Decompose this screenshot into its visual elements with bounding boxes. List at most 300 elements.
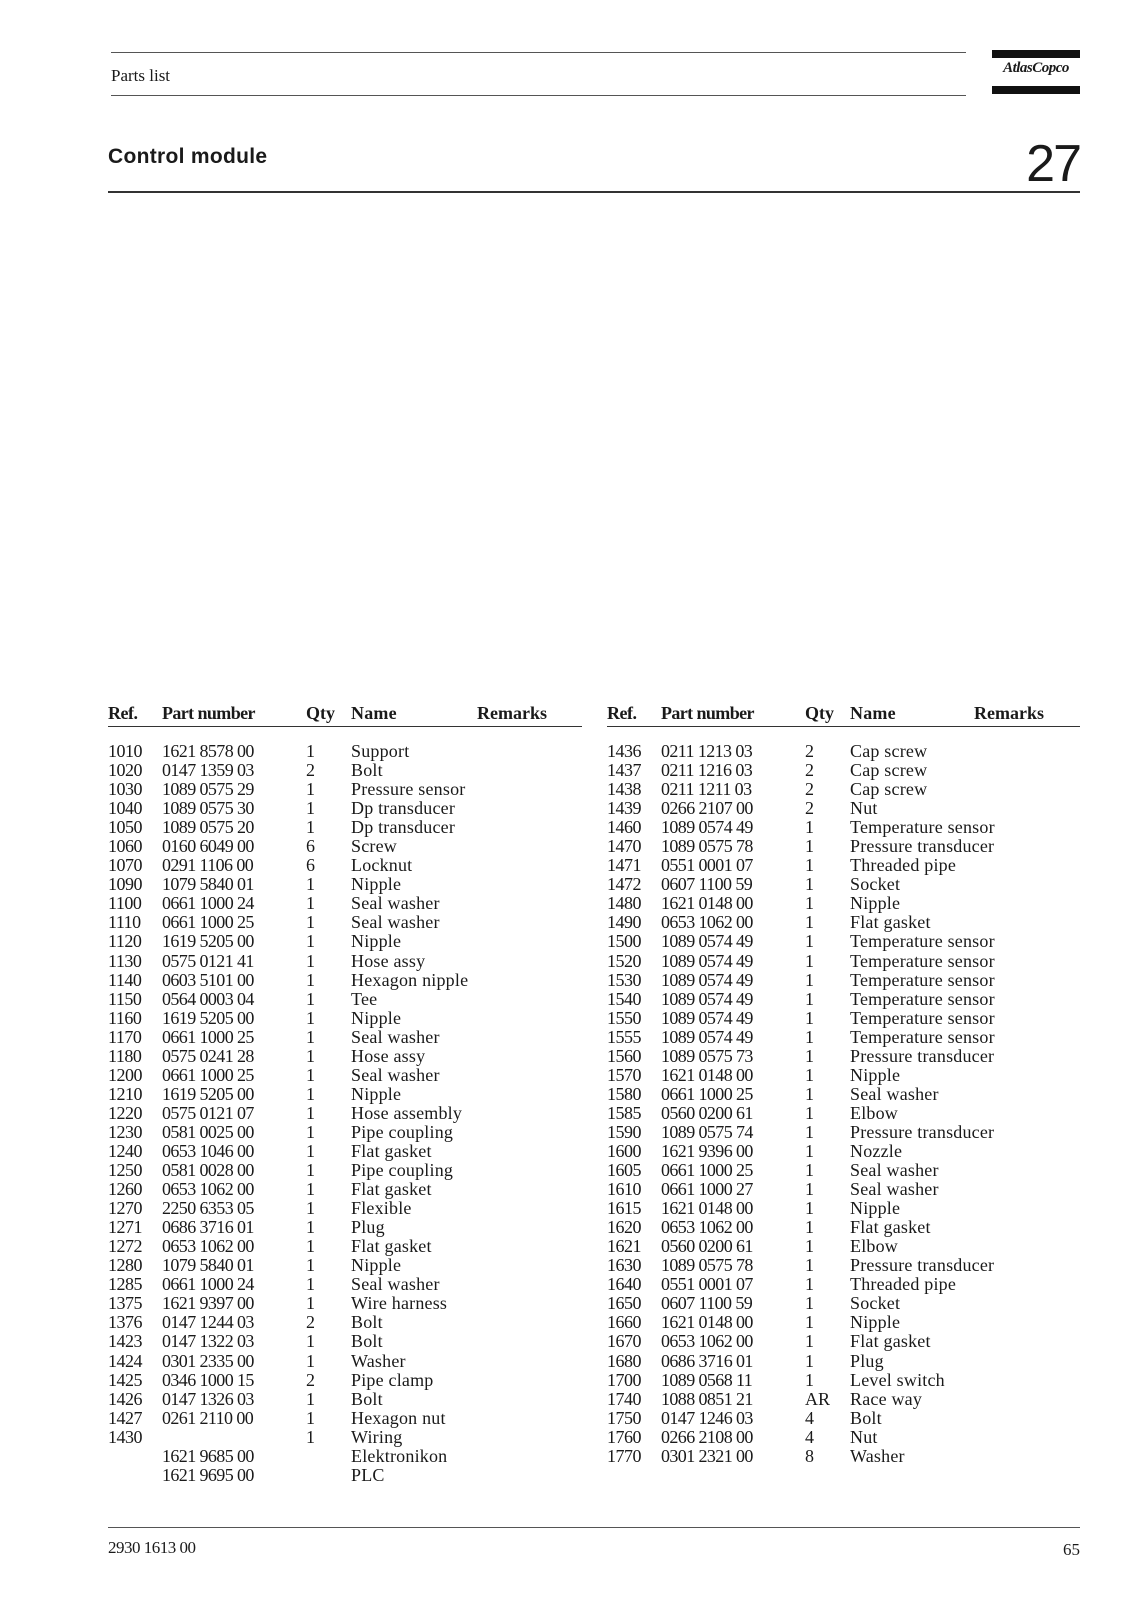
cell-ref: 1530 [607,969,641,990]
cell-name: Bolt [351,1331,383,1352]
cell-qty: 1 [306,912,315,933]
cell-part-number: 0575 0121 07 [162,1102,254,1123]
table-row [607,990,1080,1009]
cell-part-number: 0160 6049 00 [162,836,254,857]
table-row [108,1066,582,1085]
cell-part-number: 0653 1062 00 [661,1217,753,1238]
cell-ref: 1660 [607,1312,641,1333]
table-row [607,1428,1080,1447]
cell-part-number: 0147 1246 03 [661,1407,753,1428]
table-row [607,742,1080,761]
cell-part-number: 0686 3716 01 [162,1217,254,1238]
cell-part-number: 1621 9397 00 [162,1293,254,1314]
table-row [607,1371,1080,1390]
cell-qty: 1 [306,1217,315,1238]
col-header-part-number: Part number [661,703,754,723]
header-rule-bottom [111,95,966,96]
cell-ref: 1472 [607,874,641,895]
cell-name: Plug [850,1350,884,1371]
table-row [607,1009,1080,1028]
table-row [108,1256,582,1275]
cell-ref: 1376 [108,1312,142,1333]
table-row [108,971,582,990]
table-row [108,818,582,837]
cell-ref: 1470 [607,836,641,857]
cell-ref: 1585 [607,1102,641,1123]
cell-ref: 1010 [108,741,142,761]
cell-ref: 1020 [108,760,142,781]
table-row [607,837,1080,856]
cell-part-number: 1079 5840 01 [162,874,254,895]
table-row [607,1256,1080,1275]
cell-qty: 1 [805,1179,814,1200]
col-header-qty: Qty [805,703,834,723]
cell-ref: 1230 [108,1121,142,1142]
cell-ref: 1550 [607,1007,641,1028]
cell-part-number: 1619 5205 00 [162,1007,254,1028]
cell-ref: 1070 [108,855,142,876]
cell-ref: 1750 [607,1407,641,1428]
cell-part-number: 0211 1211 03 [661,779,752,800]
cell-ref: 1540 [607,988,641,1009]
title-rule [108,191,1080,193]
cell-ref: 1375 [108,1293,142,1314]
cell-name: Nipple [850,1198,901,1219]
cell-qty: 1 [805,1140,814,1161]
table-row [108,1294,582,1313]
cell-part-number: 0653 1062 00 [162,1236,254,1257]
table-row [108,761,582,780]
table-row [108,1028,582,1047]
cell-name: Seal washer [351,912,440,933]
cell-name: Washer [351,1350,406,1371]
cell-part-number: 1089 0575 29 [162,779,254,800]
cell-ref: 1150 [108,988,142,1009]
atlas-copco-logo [992,50,1080,94]
col-header-remarks: Remarks [974,703,1044,723]
cell-ref: 1640 [607,1274,641,1295]
table-row [108,1390,582,1409]
cell-part-number: 0301 2335 00 [162,1350,254,1371]
cell-qty: 1 [306,988,315,1009]
cell-part-number: 1079 5840 01 [162,1255,254,1276]
cell-qty: 1 [805,1236,814,1257]
cell-ref: 1740 [607,1388,641,1409]
cell-qty: 1 [306,1140,315,1161]
cell-part-number: 0661 1000 25 [162,912,254,933]
cell-part-number: 0581 0028 00 [162,1160,254,1181]
cell-ref: 1437 [607,760,641,781]
cell-part-number: 1089 0574 49 [661,931,753,952]
table-row [607,952,1080,971]
cell-ref: 1060 [108,836,142,857]
cell-ref: 1130 [108,950,142,971]
cell-ref: 1630 [607,1255,641,1276]
cell-name: Temperature sensor [850,969,995,990]
table-row [607,1352,1080,1371]
cell-qty: 1 [306,1064,315,1085]
page-number: 65 [1063,1540,1080,1559]
cell-ref: 1240 [108,1140,142,1161]
cell-qty: 1 [306,1274,315,1295]
cell-ref: 1170 [108,1026,142,1047]
table-row [108,1009,582,1028]
cell-part-number: 1621 0148 00 [661,1198,753,1219]
cell-name: Flat gasket [850,1217,931,1238]
cell-ref: 1590 [607,1121,641,1142]
cell-part-number: 0603 5101 00 [162,969,254,990]
cell-name: Pipe coupling [351,1121,454,1142]
cell-name: Temperature sensor [850,931,995,952]
cell-name: Cap screw [850,760,928,781]
cell-part-number: 1088 0851 21 [661,1388,753,1409]
cell-qty: 1 [306,1121,315,1142]
cell-ref: 1605 [607,1160,641,1181]
table-row [108,1123,582,1142]
cell-part-number: 0346 1000 15 [162,1369,254,1390]
cell-part-number: 1089 0574 49 [661,969,753,990]
cell-qty: 1 [805,1369,814,1390]
cell-part-number: 0211 1216 03 [661,760,753,781]
cell-part-number: 0551 0001 07 [661,855,753,876]
table-row [108,1085,582,1104]
table-row [108,1313,582,1332]
cell-name: Bolt [351,1388,383,1409]
cell-name: Hose assy [351,950,426,971]
cell-qty: 1 [306,1236,315,1257]
cell-qty: 8 [805,1445,814,1466]
cell-qty: 1 [306,1388,315,1409]
table-row [108,1409,582,1428]
cell-qty: 1 [805,836,814,857]
col-header-ref: Ref. [108,703,138,723]
section-label: Parts list [111,66,171,85]
cell-qty: 1 [306,1102,315,1123]
cell-name: Nut [850,1426,878,1447]
cell-name: Pressure sensor [351,779,466,800]
table-row [108,1047,582,1066]
cell-ref: 1680 [607,1350,641,1371]
cell-ref: 1620 [607,1217,641,1238]
cell-qty: 4 [805,1426,814,1447]
cell-qty: 1 [306,779,315,800]
cell-qty: 1 [805,1350,814,1371]
cell-ref: 1423 [108,1331,142,1352]
table-row [108,742,582,761]
table-row [607,1142,1080,1161]
cell-ref: 1160 [108,1007,142,1028]
table-row [607,1409,1080,1428]
cell-qty: 2 [805,779,814,800]
cell-name: Bolt [351,760,383,781]
cell-ref: 1040 [108,798,142,819]
cell-name: Temperature sensor [850,1026,995,1047]
cell-name: Nipple [351,931,402,952]
table-row [607,1104,1080,1123]
cell-qty: 1 [306,1179,315,1200]
cell-qty: 1 [805,1293,814,1314]
cell-part-number: 1089 0574 49 [661,950,753,971]
cell-ref: 1110 [108,912,141,933]
cell-part-number: 1089 0575 78 [661,836,753,857]
cell-qty: AR [805,1388,831,1409]
cell-name: Nipple [351,1083,402,1104]
cell-part-number: 1621 9396 00 [661,1140,753,1161]
cell-qty: 1 [805,969,814,990]
cell-ref: 1427 [108,1407,142,1428]
table-row [108,856,582,875]
cell-part-number: 0653 1062 00 [162,1179,254,1200]
cell-name: Cap screw [850,779,928,800]
cell-name: Seal washer [351,1274,440,1295]
cell-name: Flexible [351,1198,412,1219]
col-header-part-number: Part number [162,703,255,723]
cell-qty: 1 [805,1160,814,1181]
cell-part-number: 0607 1100 59 [661,1293,753,1314]
cell-name: Dp transducer [351,798,456,819]
table-row [607,1180,1080,1199]
table-row [607,1294,1080,1313]
cell-name: Temperature sensor [850,1007,995,1028]
cell-ref: 1424 [108,1350,142,1371]
cell-ref: 1471 [607,855,641,876]
cell-qty: 1 [306,893,315,914]
table-row [108,1142,582,1161]
table-row [607,913,1080,932]
cell-ref: 1050 [108,817,142,838]
cell-part-number: 0266 2108 00 [661,1426,753,1447]
cell-name: Nut [850,798,878,819]
cell-part-number: 0661 1000 25 [162,1026,254,1047]
cell-part-number: 0551 0001 07 [661,1274,753,1295]
cell-ref: 1600 [607,1140,641,1161]
cell-part-number: 0653 1062 00 [661,912,753,933]
cell-part-number: 0564 0003 04 [162,988,254,1009]
logo-wordmark: AtlasCopco [1003,60,1069,76]
cell-qty: 1 [805,950,814,971]
cell-part-number: 0575 0121 41 [162,950,254,971]
col-header-remarks: Remarks [477,703,547,723]
cell-ref: 1438 [607,779,641,800]
cell-part-number: 1089 0575 78 [661,1255,753,1276]
cell-ref: 1030 [108,779,142,800]
cell-ref: 1760 [607,1426,641,1447]
cell-part-number: 1621 0148 00 [661,1312,753,1333]
table-row [108,1275,582,1294]
logo-bar-top [992,50,1080,58]
cell-part-number: 1089 0574 49 [661,988,753,1009]
table-row [607,780,1080,799]
cell-name: Cap screw [850,741,928,761]
table-header [108,700,582,727]
cell-ref: 1271 [108,1217,142,1238]
col-header-name: Name [351,703,397,723]
cell-ref: 1285 [108,1274,142,1295]
table-row [607,1028,1080,1047]
cell-ref: 1426 [108,1388,142,1409]
cell-part-number: 0261 2110 00 [162,1407,254,1428]
table-row [607,799,1080,818]
cell-part-number: 0653 1046 00 [162,1140,254,1161]
cell-qty: 1 [805,874,814,895]
cell-qty: 1 [805,1026,814,1047]
table-row [607,1447,1080,1466]
cell-name: Threaded pipe [850,855,957,876]
cell-part-number: 1621 9695 00 [162,1464,254,1485]
cell-part-number: 0661 1000 24 [162,893,254,914]
table-row [108,837,582,856]
cell-name: Nipple [850,893,901,914]
cell-qty: 1 [805,1102,814,1123]
cell-qty: 1 [306,1083,315,1104]
cell-part-number: 0147 1359 03 [162,760,254,781]
cell-name: Flat gasket [351,1140,432,1161]
cell-part-number: 0581 0025 00 [162,1121,254,1142]
cell-name: Bolt [351,1312,383,1333]
cell-qty: 1 [306,1160,315,1181]
table-row [108,1352,582,1371]
section-number: 27 [1026,135,1080,193]
cell-qty: 1 [805,1331,814,1352]
cell-name: Temperature sensor [850,988,995,1009]
cell-ref: 1272 [108,1236,142,1257]
cell-qty: 2 [805,798,814,819]
cell-name: Washer [850,1445,905,1466]
cell-name: Hose assembly [351,1102,463,1123]
cell-name: Screw [351,836,397,857]
cell-name: Temperature sensor [850,950,995,971]
cell-ref: 1670 [607,1331,641,1352]
cell-part-number: 1621 9685 00 [162,1445,254,1466]
table-header [607,700,1080,727]
table-row [108,1237,582,1256]
table-row [607,1123,1080,1142]
cell-qty: 1 [306,1255,315,1276]
table-row [108,1218,582,1237]
cell-qty: 1 [805,1064,814,1085]
table-row [108,1428,582,1447]
cell-name: Race way [850,1388,923,1409]
cell-ref: 1200 [108,1064,142,1085]
cell-ref: 1220 [108,1102,142,1123]
cell-qty: 1 [805,817,814,838]
table-body [108,742,582,1485]
cell-part-number: 1089 0575 74 [661,1121,753,1142]
cell-name: Socket [850,874,901,895]
table-row [607,1085,1080,1104]
cell-qty: 1 [306,874,315,895]
cell-qty: 1 [306,1350,315,1371]
cell-name: Pressure transducer [850,1045,995,1066]
cell-part-number: 1621 0148 00 [661,1064,753,1085]
table-row [607,1275,1080,1294]
cell-name: Wire harness [351,1293,448,1314]
cell-name: Nipple [850,1312,901,1333]
cell-name: Temperature sensor [850,817,995,838]
cell-ref: 1520 [607,950,641,971]
cell-name: Elektronikon [351,1445,448,1466]
cell-name: Locknut [351,855,413,876]
table-row [607,1390,1080,1409]
cell-name: Dp transducer [351,817,456,838]
cell-name: Hose assy [351,1045,426,1066]
table-row [607,856,1080,875]
cell-part-number: 0661 1000 25 [162,1064,254,1085]
table-row [108,1180,582,1199]
cell-name: Hexagon nut [351,1407,446,1428]
cell-part-number: 0301 2321 00 [661,1445,753,1466]
cell-part-number: 0560 0200 61 [661,1102,753,1123]
cell-part-number: 0661 1000 27 [661,1179,753,1200]
cell-name: Pipe clamp [351,1369,434,1390]
cell-name: Flat gasket [850,912,931,933]
cell-ref: 1555 [607,1026,641,1047]
cell-qty: 1 [805,1217,814,1238]
cell-qty: 2 [306,1369,315,1390]
cell-qty: 2 [306,1312,315,1333]
cell-qty: 2 [306,760,315,781]
table-row [108,1161,582,1180]
cell-qty: 1 [805,988,814,1009]
table-row [108,1371,582,1390]
cell-name: Socket [850,1293,901,1314]
cell-qty: 1 [805,1121,814,1142]
col-header-ref: Ref. [607,703,637,723]
table-row [108,1332,582,1351]
cell-qty: 1 [805,912,814,933]
table-row [607,1047,1080,1066]
cell-part-number: 0147 1244 03 [162,1312,254,1333]
cell-qty: 4 [805,1407,814,1428]
parts-table-right [607,700,1080,1466]
cell-ref: 1280 [108,1255,142,1276]
table-row [108,952,582,971]
cell-part-number: 1619 5205 00 [162,1083,254,1104]
cell-ref: 1430 [108,1426,142,1447]
cell-ref: 1439 [607,798,641,819]
cell-qty: 1 [805,1312,814,1333]
cell-qty: 6 [306,836,315,857]
cell-qty: 1 [306,1007,315,1028]
cell-ref: 1570 [607,1064,641,1085]
cell-qty: 1 [805,1007,814,1028]
cell-qty: 1 [306,798,315,819]
table-row [108,1466,582,1485]
cell-part-number: 1089 0575 30 [162,798,254,819]
cell-qty: 1 [306,1026,315,1047]
col-header-qty: Qty [306,703,335,723]
cell-part-number: 1089 0574 49 [661,1007,753,1028]
cell-qty: 1 [805,855,814,876]
cell-part-number: 1089 0568 11 [661,1369,753,1390]
cell-qty: 1 [306,1426,315,1447]
cell-ref: 1120 [108,931,142,952]
cell-name: Flat gasket [351,1236,432,1257]
table-row [108,799,582,818]
cell-name: Wiring [351,1426,403,1447]
cell-ref: 1700 [607,1369,641,1390]
cell-qty: 1 [306,950,315,971]
cell-name: Nipple [351,1255,402,1276]
cell-ref: 1210 [108,1083,142,1104]
cell-part-number: 0291 1106 00 [162,855,254,876]
cell-ref: 1250 [108,1160,142,1181]
cell-qty: 1 [805,1083,814,1104]
table-row [607,894,1080,913]
cell-ref: 1460 [607,817,641,838]
table-row [607,818,1080,837]
cell-name: Nozzle [850,1140,903,1161]
